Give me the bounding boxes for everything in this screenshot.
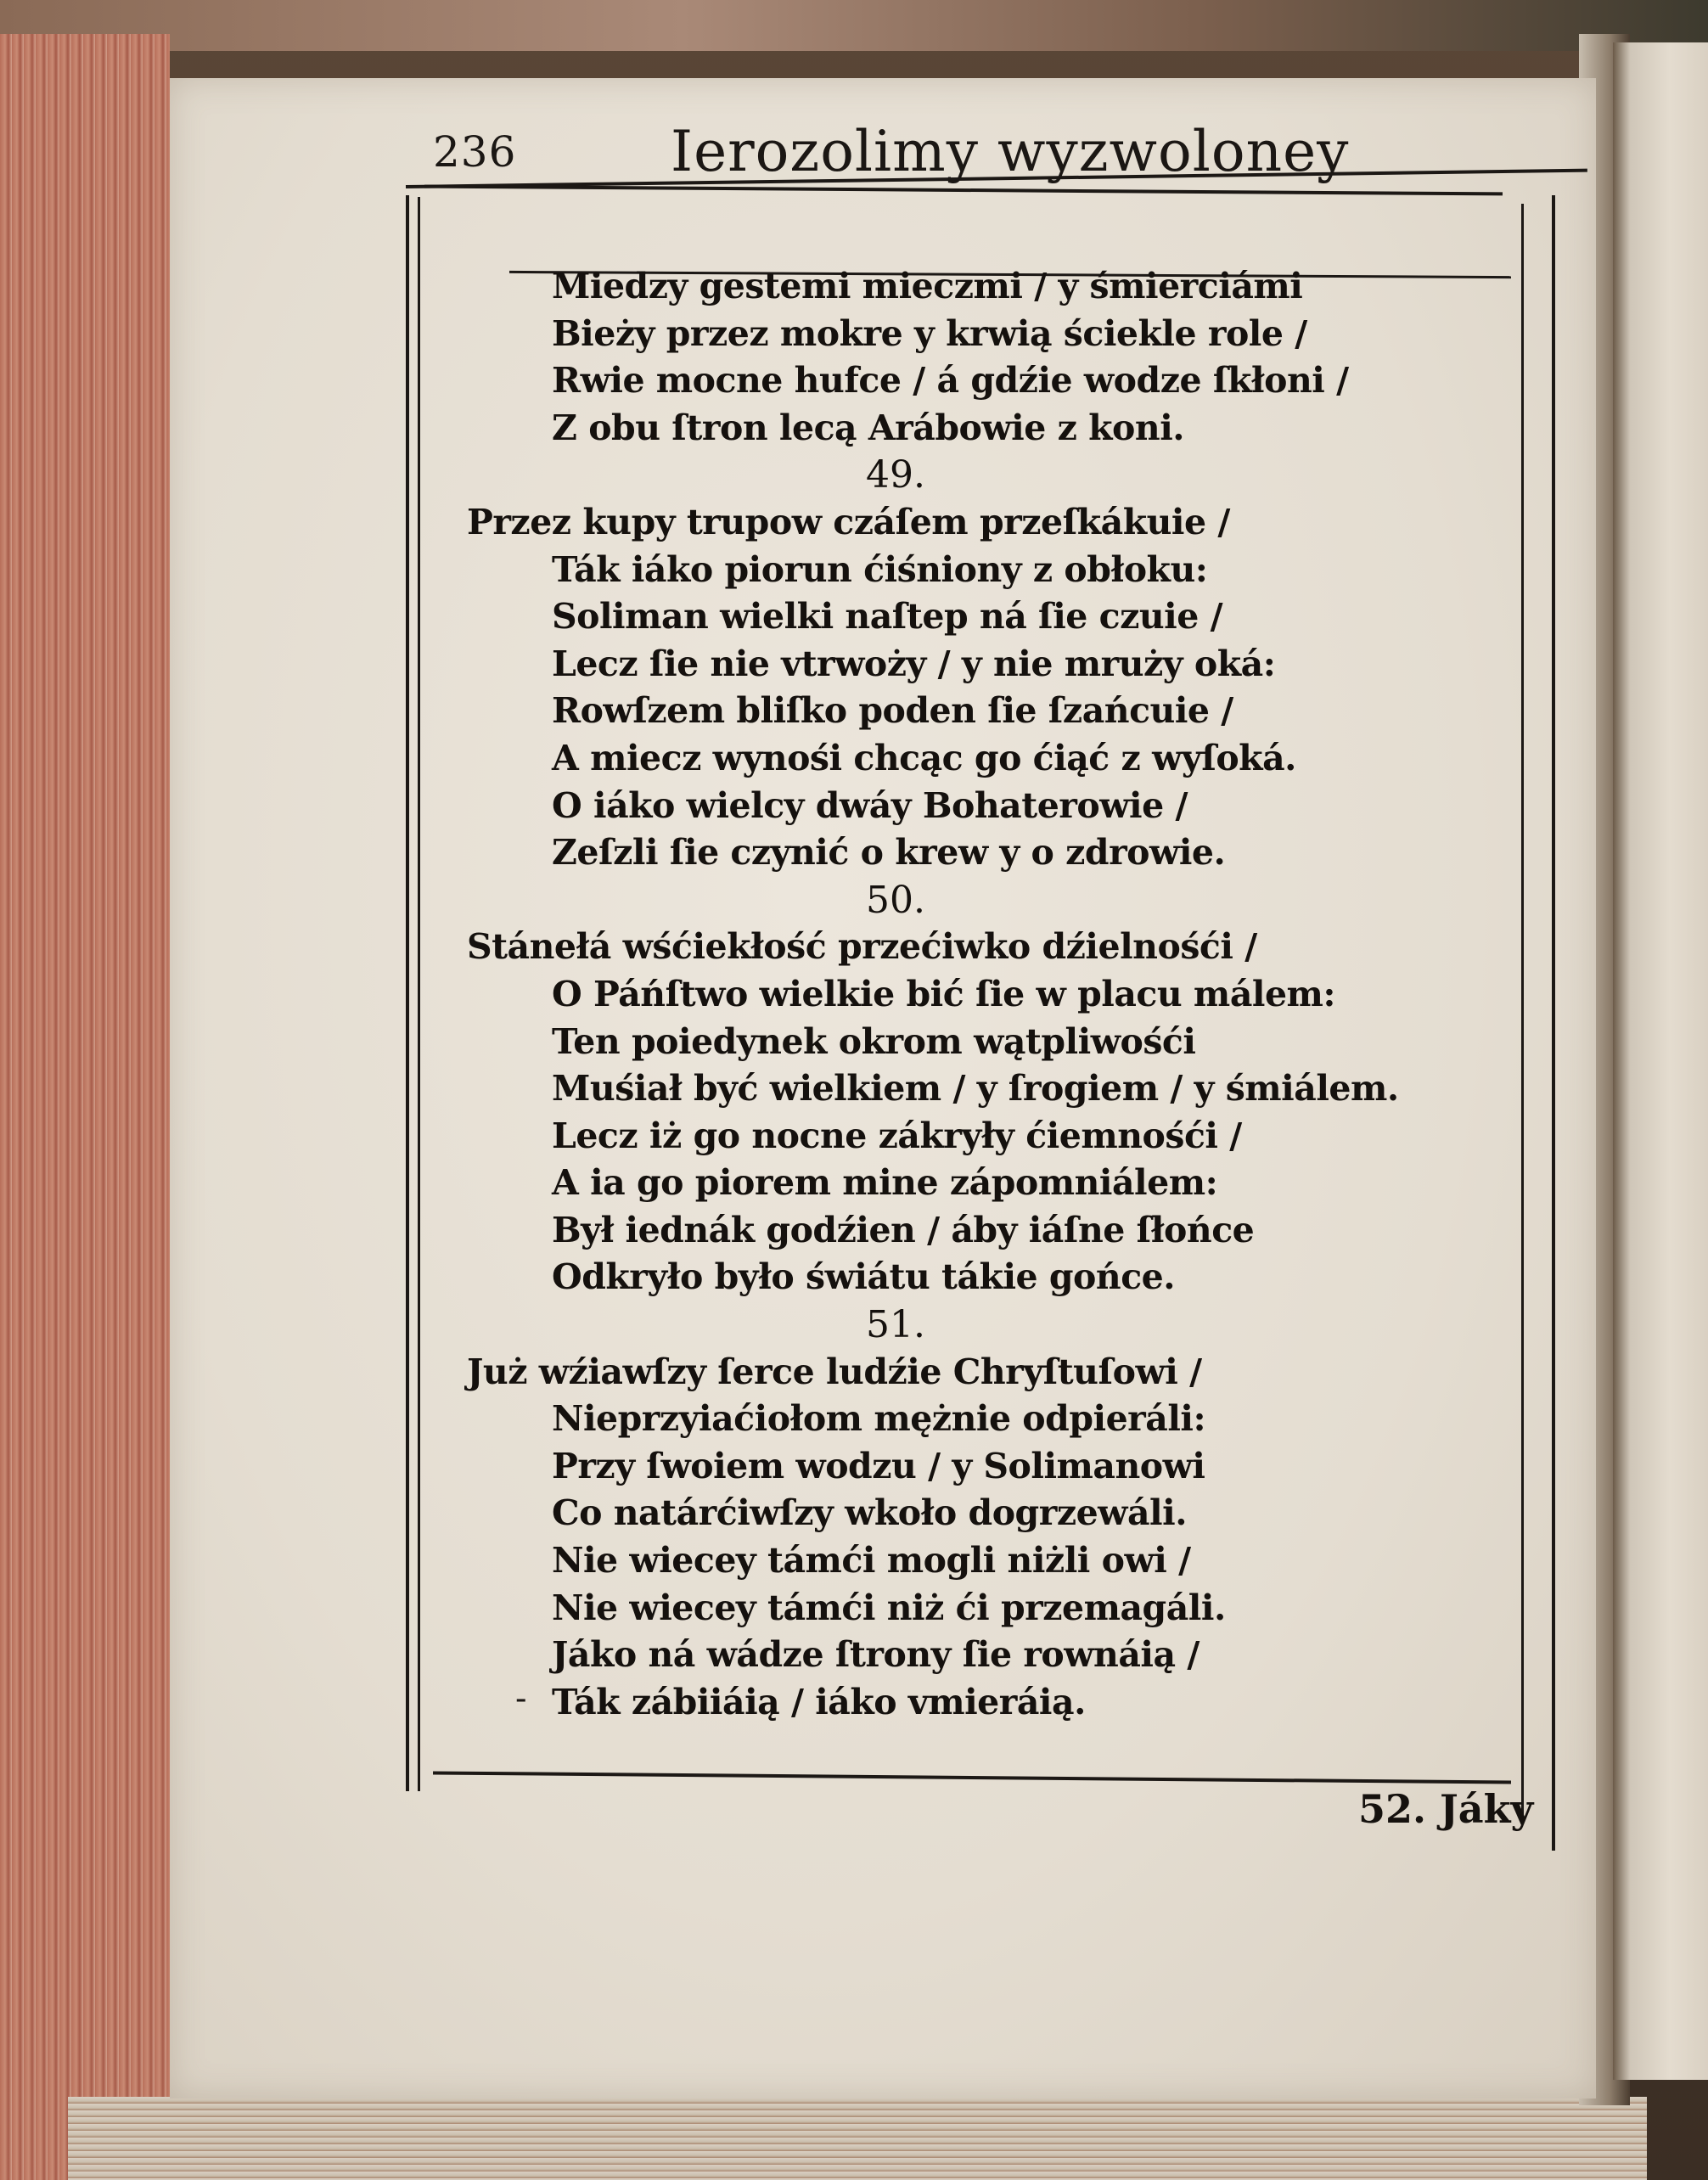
facing-page bbox=[1613, 42, 1708, 2080]
verse-line: A miecz wynośi chcąc go ćiąć z wyſoká. bbox=[552, 737, 1296, 778]
frame-left-rule-inner bbox=[418, 197, 420, 1791]
running-title: Ierozolimy wyzwoloney bbox=[671, 119, 1350, 184]
verse-line: Rowſzem bliſko poden ſie ſzańcuie / bbox=[552, 690, 1233, 732]
verse-line: Muśiał być wielkiem / y ſrogiem / y śmiálem. bbox=[552, 1068, 1399, 1110]
verse-line: Przy ſwoiem wodzu / y Solimanowi bbox=[552, 1445, 1205, 1486]
page-edges bbox=[0, 34, 170, 2180]
verse-line: Ták zábiiáią / iáko vmieráią. bbox=[552, 1681, 1086, 1722]
frame-left-rule-outer bbox=[406, 195, 409, 1791]
verse-line: Stánełá wśćiekłość przećiwko dźielnośći / bbox=[467, 926, 1257, 968]
verse-line: Nieprzyiaćiołom mężnie odpieráli: bbox=[552, 1398, 1206, 1440]
verse-line: Był iednák godźien / áby iáſne ſłońce bbox=[552, 1209, 1255, 1250]
frame-right-rule-inner bbox=[1521, 204, 1524, 1817]
verse-text bbox=[467, 263, 1443, 1726]
margin-dash: - bbox=[515, 1679, 527, 1718]
verse-line: Lecz iż go nocne zákryły ćiemnośći / bbox=[552, 1115, 1242, 1156]
verse-line: Soliman wielki naſtep ná ſie czuie / bbox=[552, 596, 1223, 638]
verse-line: A ia go piorem mine zápomniálem: bbox=[552, 1162, 1218, 1204]
running-head bbox=[433, 119, 1503, 195]
stanza-number: 51. bbox=[866, 1303, 925, 1347]
verse-line: Rwie mocne hufce / á gdźie wodze ſkłoni / bbox=[552, 360, 1349, 402]
verse-line: Nie wiecey támći niż ći przemagáli. bbox=[552, 1587, 1226, 1628]
verse-line: O Páńſtwo wielkie bić ſie w placu málem: bbox=[552, 973, 1336, 1014]
verse-line: Ták iáko piorun ćiśniony z obłoku: bbox=[552, 548, 1208, 590]
book-binding bbox=[0, 0, 1708, 51]
stanza-number: 50. bbox=[866, 878, 925, 922]
verse-line: Z obu ſtron lecą Arábowie z koni. bbox=[552, 407, 1185, 448]
stanza-number: 49. bbox=[866, 453, 925, 497]
page-number: 236 bbox=[433, 127, 517, 177]
verse-line: Odkryło było świátu tákie gońce. bbox=[552, 1256, 1176, 1298]
verse-line: Nie wiecey támći mogli niżli owi / bbox=[552, 1540, 1191, 1582]
verse-line: Bieży przez mokre y krwią ściekle role / bbox=[552, 312, 1307, 354]
verse-line: Co natárćiwſzy wkoło dogrzewáli. bbox=[552, 1492, 1187, 1534]
bottom-page-edges bbox=[68, 2097, 1647, 2180]
verse-line: O iáko wielcy dwáy Bohaterowie / bbox=[552, 784, 1188, 826]
verse-line: Ten poiedynek okrom wątpliwośći bbox=[552, 1020, 1196, 1062]
verse-line: Miedzy gestemi mieczmi / y śmierciámi bbox=[552, 266, 1303, 306]
verse-line: Już wźiawſzy ſerce ludźie Chryſtuſowi / bbox=[467, 1351, 1202, 1392]
frame-right-rule-outer bbox=[1552, 195, 1555, 1851]
verse-line: Zeſzli ſie czynić o krew y o zdrowie. bbox=[552, 832, 1226, 874]
verse-line: Lecz ſie nie vtrwoży / y nie mruży oká: bbox=[552, 643, 1276, 684]
verse-line: Przez kupy trupow czáſem przeſkákuie / bbox=[467, 501, 1230, 542]
verse-line: Jáko ná wádze ſtrony ſie rownáią / bbox=[552, 1634, 1200, 1676]
catchword: 52. Jáky bbox=[1358, 1786, 1534, 1832]
